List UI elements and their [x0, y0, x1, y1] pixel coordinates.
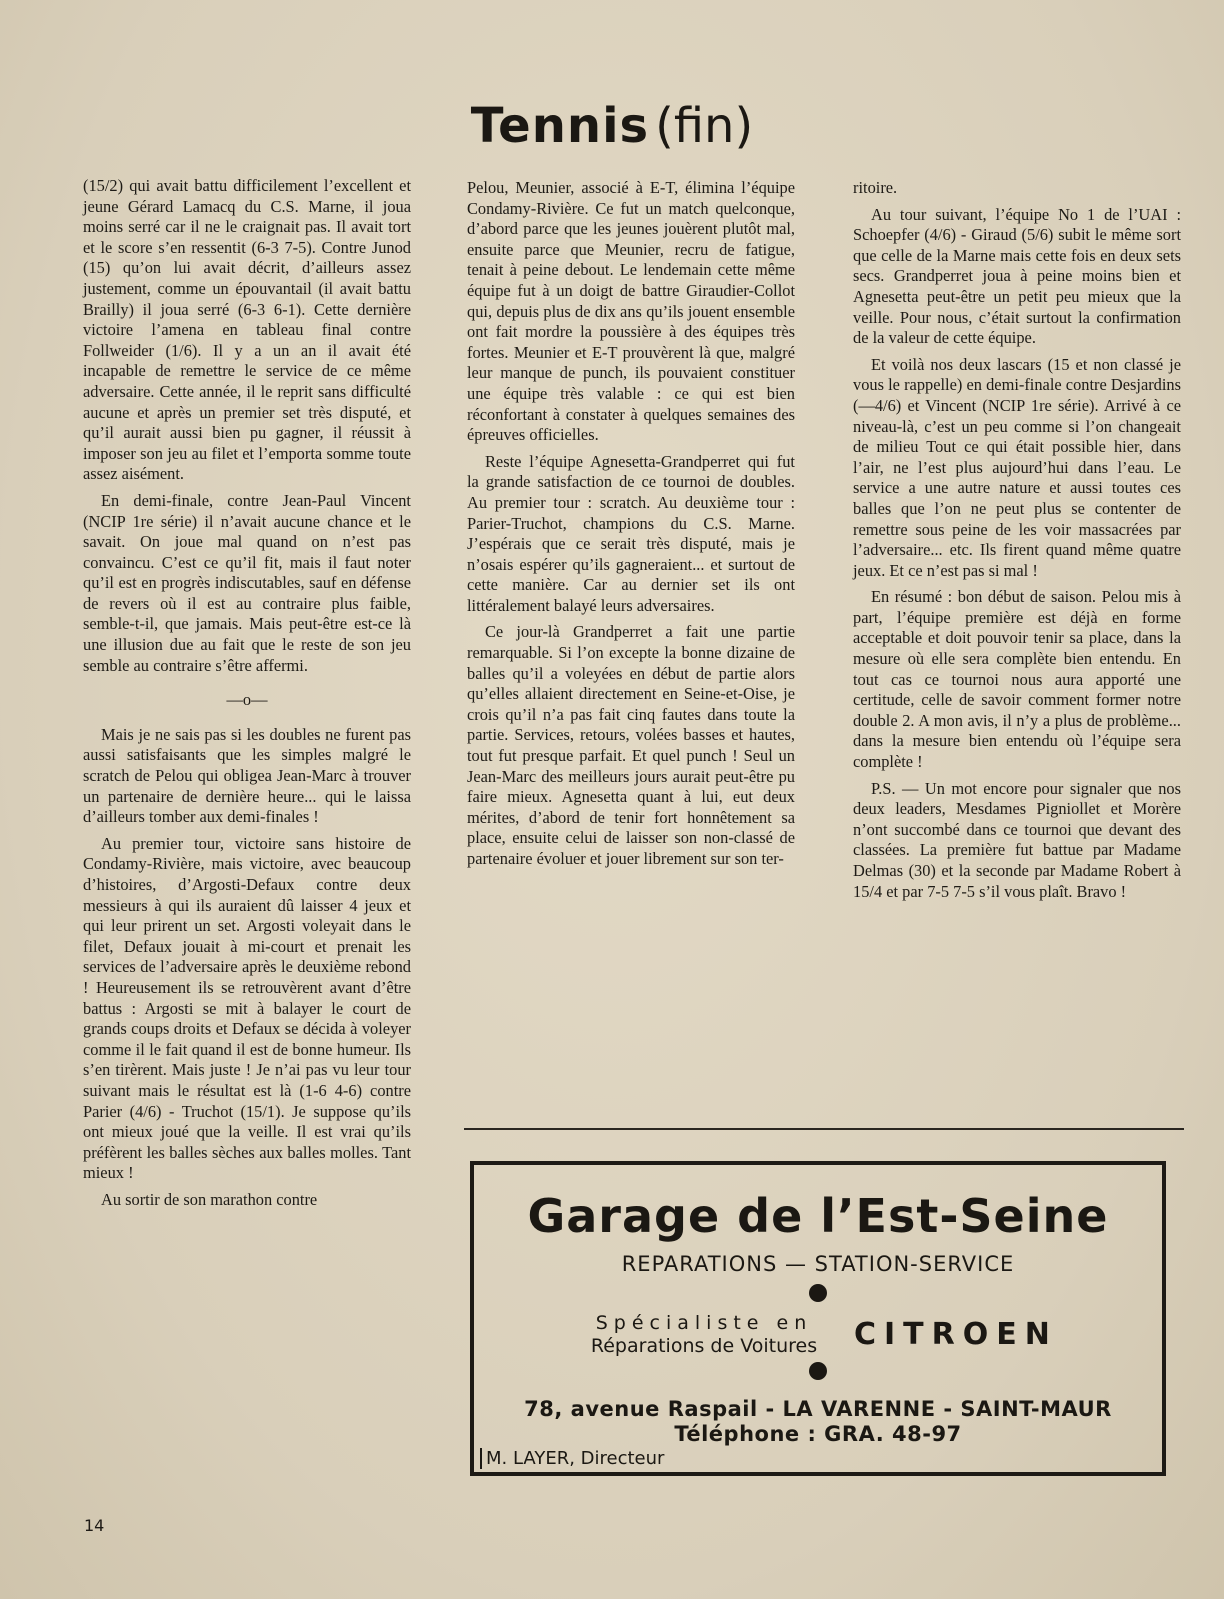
paragraph: Mais je ne sais pas si les doubles ne furent pas aussi satisfaisants que les simples malgré le scratch de Pelou qui obligea Jean-Marc à trouver un partenaire de dernière heure... qui le laissa d’ailleurs tomber aux demi-finales !	[83, 724, 411, 827]
ad-specialist-line-2: Réparations de Voitures	[590, 1335, 818, 1357]
paragraph: (15/2) qui avait battu difficilement l’excellent et jeune Gérard Lamacq du C.S. Marne, il joua moins serré car il ne le craignait pas. Il avait tort et le score s’en ressentit (6-3 7-5). Contre Junod (15) qu’on lui avait décrit, d’ailleurs assez justement, comme un épouvantail (il avait battu Brailly) il joua serré (6-3 6-1). Cette dernière victoire l’amena en tableau final contre Follweider (1/6). Il y a un an il avait été incapable de remettre le service de ce même adversaire. Cette année, il le reprit sans difficulté aucune et après un premier set très disputé, et qu’il aurait aussi bien pu gagner, il réussit à imposer son jeu au filet et l’emporta somme toute assez aisément.	[83, 176, 411, 484]
ad-services: REPARATIONS — STATION-SERVICE	[621, 1252, 1015, 1276]
ad-phone: Téléphone : GRA. 48-97	[674, 1422, 962, 1446]
paragraph: Et voilà nos deux lascars (15 et non classé je vous le rappelle) en demi-finale contre Desjardins (—4/6) et Vincent (NCIP 1re série). Arrivé à ce niveau-là, c’est un peu comme si l’on changeait de milieu Tout ce qui était possible hier, dans l’air, ne l’est plus aujourd’hui dans l’eau. Le service a une autre nature et aussi toutes ces balles que l’on ne peut plus se contenter de remettre sous peine de les voir massacrées par l’adversaire... etc. Ils firent quand même quatre jeux. Et ce n’est pas si mal !	[853, 354, 1181, 580]
page-number: 14	[84, 1516, 105, 1535]
paragraph: Reste l’équipe Agnesetta-Grandperret qui fut la grande satisfaction de ce tournoi de doubles. Au premier tour : scratch. Au deuxième tour : Parier-Truchot, champions du C.S. Marne. J’espérais que ce serait très disputé, mais je n’osais espérer qu’ils gagneraient... et surtout de cette manière. Car au dernier set ils ont littéralement balayé leurs adversaires.	[467, 451, 795, 615]
section-separator: —o—	[226, 690, 268, 710]
paragraph: P.S. — Un mot encore pour signaler que nos deux leaders, Mesdames Pigniollet et Morère n’ont succombé dans ce tournoi que devant des classées. La première fut battue par Madame Delmas (30) et la seconde par Madame Robert à 15/4 et par 7-5 7-5 s’il vous plaît. Bravo !	[853, 778, 1181, 901]
paragraph: Ce jour-là Grandperret a fait une partie remarquable. Si l’on excepte la bonne dizaine de balles qu’il a voleyées en début de partie alors qu’elles allaient directement en Seine-et-Oise, je crois qu’il n’a pas fait cinq fautes dans toute la partie. Services, retours, volées basses et hautes, tout fut presque parfait. Et quel punch ! Seul un Jean-Marc des meilleurs jours aurait peut-être pu faire mieux. Agnesetta quant à lui, eut deux mérites, d’abord de tenir fort honnêtement sa place, ensuite celui de laisser son non-classé de partenaire évoluer et jouer librement sur son ter-	[467, 622, 795, 868]
horizontal-rule	[464, 1128, 1184, 1130]
paragraph: En demi-finale, contre Jean-Paul Vincent (NCIP 1re série) il n’avait aucune chance et le savait. On joue mal quand on n’est pas convaincu. C’est ce qu’il fit, mais il faut noter qu’il est en progrès indiscutables, sauf en défense de revers où il est au contraire plus faible, semble-t-il, que jamais. Mais peut-être est-ce là une illusion due au fait que le reste de son jeu semble au contraire s’être affermi.	[83, 490, 411, 675]
title-sub: (fin)	[655, 98, 754, 154]
ad-director: M. LAYER, Directeur	[480, 1448, 664, 1469]
ad-address: 78, avenue Raspail - LA VARENNE - SAINT-MAUR	[524, 1397, 1112, 1421]
bullet-dot-icon	[809, 1362, 827, 1380]
title-main: Tennis	[470, 98, 650, 154]
paragraph: Au premier tour, victoire sans histoire de Condamy-Rivière, mais victoire, avec beaucoup d’histoires, d’Argosti-Defaux contre deux messieurs à qui ils auraient dû laisser 4 jeux et qui leur prirent un set. Argosti voleyait dans le filet, Defaux jouait à mi-court et prenait les services de l’adversaire après le deuxième rebond ! Heureusement ils se retrouvèrent avant d’être battus : Argosti se mit à balayer le court de grands coups droits et Defaux se décida à voleyer comme il le fait quand il est de bonne humeur. Ils s’en tirèrent. Mais juste ! Je n’ai pas vu leur tour suivant mais le résultat est là (1-6 4-6) contre Parier (4/6) - Truchot (15/1). Je suppose qu’ils ont mieux joué que la veille. Il est vrai qu’ils préfèrent les balles sèches aux balles molles. Tant mieux !	[83, 833, 411, 1183]
paragraph: Au sortir de son marathon contre	[101, 1189, 318, 1209]
ad-specialist-line-1: Spécialiste en	[595, 1312, 813, 1334]
bullet-dot-icon	[809, 1284, 827, 1302]
paragraph: Au tour suivant, l’équipe No 1 de l’UAI : Schoepfer (4/6) - Giraud (5/6) subit le même sort que celle de la Marne mais cette fois en deux sets secs. Grandperret joua à peine moins bien et Agnesetta peut-être un petit peu mieux que la veille. Pour nous, c’était surtout la confirmation de la valeur de cette équipe.	[853, 204, 1181, 348]
article-column-3	[853, 178, 1181, 908]
ad-brand: CITROEN	[854, 1317, 1058, 1352]
advertisement-box	[470, 1161, 1166, 1476]
ad-specialist	[574, 1312, 834, 1358]
ad-business-name: Garage de l’Est-Seine	[527, 1189, 1109, 1243]
article-column-1	[83, 176, 411, 1217]
page-title	[0, 92, 1224, 160]
paragraph: Pelou, Meunier, associé à E-T, élimina l’équipe Condamy-Rivière. Ce fut un match quelconque, d’abord parce que les jeunes jouèrent plutôt mal, ensuite parce que Meunier, recru de fatigue, tenait à peine debout. Le lendemain cette même équipe fut à un doigt de battre Giraudier-Collot qui, depuis plus de dix ans qu’ils jouent ensemble ont fait mordre la poussière à des équipes très fortes. Meunier et E-T prouvèrent là que, malgré leur manque de punch, ils pouvaient constituer une équipe très valable : ce qui est bien réconfortant à constater à quelques semaines des épreuves officielles.	[467, 178, 795, 445]
article-column-2	[467, 178, 795, 876]
paragraph: ritoire.	[853, 178, 898, 197]
paragraph: En résumé : bon début de saison. Pelou mis à part, l’équipe première est déjà en forme acceptable et doit pouvoir tenir sa place, dans la mesure où elle sera complète bien entendu. En tout cas ce tournoi nous aura apporté une certitude, celle de savoir comment former notre double 2. A mon avis, il n’y a plus de problème... dans la mesure bien entendu où l’équipe sera complète !	[853, 587, 1181, 772]
